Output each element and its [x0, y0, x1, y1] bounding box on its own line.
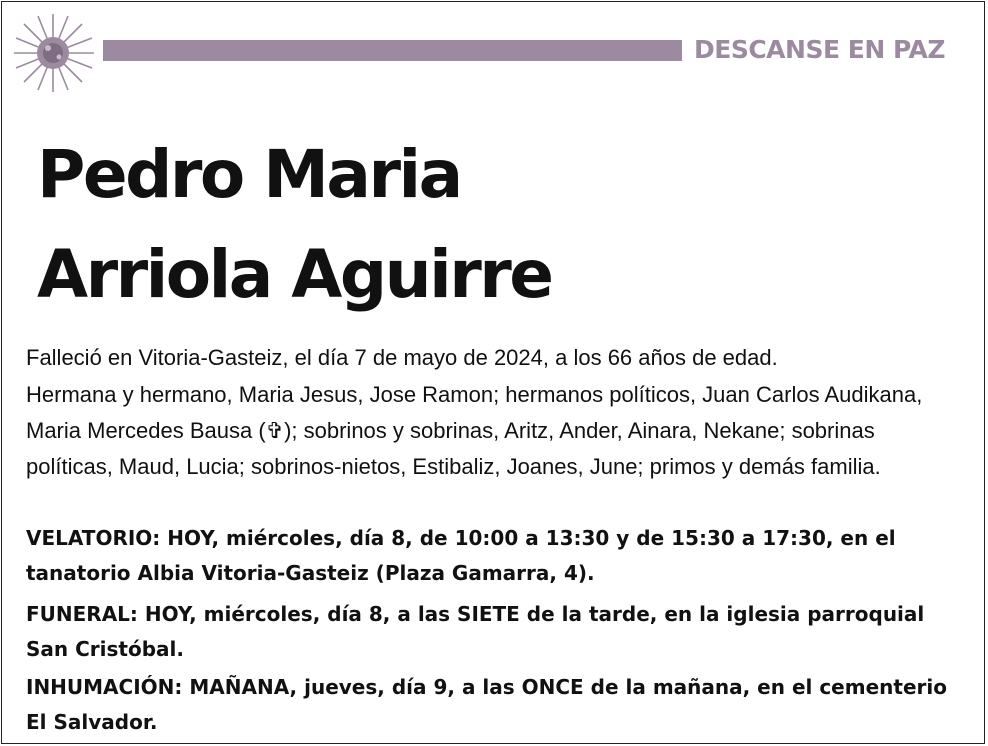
family-list: Hermana y hermano, Maria Jesus, Jose Ramon; hermanos políticos, Juan Carlos Audikana, Maria Mercedes Bausa (✞); sobrinos y sobrinas, Aritz, Ander, Ainara, Nekane; sobrinas políticas, Maud, Lucia; sobrinos-nietos, Estibaliz, Joanes, June; primos y demás familia. [26, 382, 923, 479]
header-label: DESCANSE EN PAZ [694, 35, 945, 64]
obituary-notice [1, 1, 985, 744]
death-notice: Falleció en Vitoria-Gasteiz, el día 7 de mayo de 2024, a los 66 años de edad. [26, 345, 778, 370]
thistle-flower-icon [8, 10, 98, 96]
deceased-name-line-1: Pedro Maria [37, 136, 461, 213]
deceased-name-line-2: Arriola Aguirre [37, 236, 552, 313]
burial-details: INHUMACIÓN: MAÑANA, jueves, día 9, a las ONCE de la mañana, en el cementerio El Salvador. [26, 675, 947, 734]
header-divider-bar [103, 40, 682, 61]
funeral-details: FUNERAL: HOY, miércoles, día 8, a las SIETE de la tarde, en la iglesia parroquial San Cristóbal. [26, 602, 925, 661]
wake-details: VELATORIO: HOY, miércoles, día 8, de 10:00 a 13:30 y de 15:30 a 17:30, en el tanatorio Albia Vitoria-Gasteiz (Plaza Gamarra, 4). [26, 526, 896, 585]
notice-header [2, 2, 984, 97]
